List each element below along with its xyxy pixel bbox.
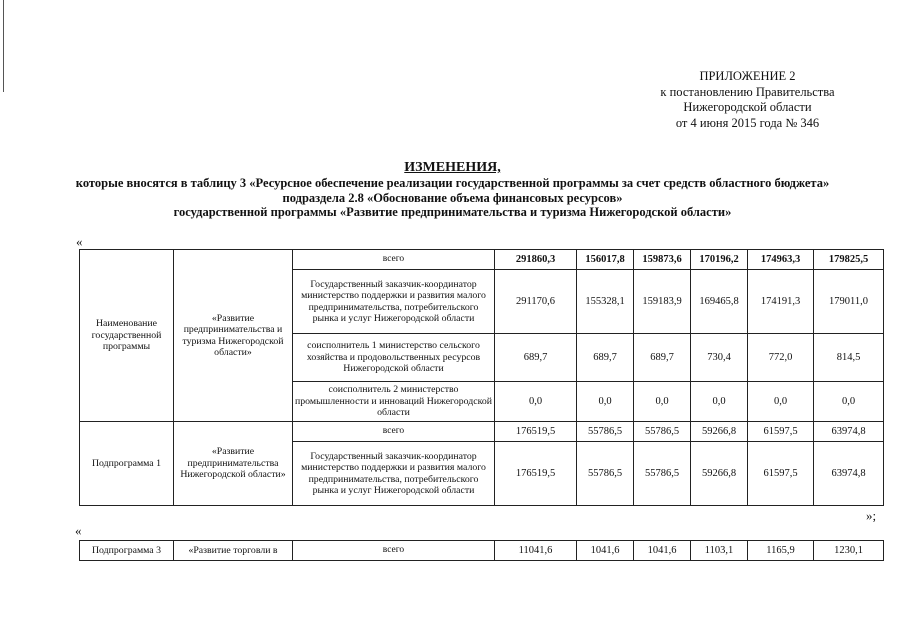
page-edge-line [3, 0, 4, 92]
value-cell: 730,4 [691, 334, 748, 382]
value-cell: 11041,6 [495, 541, 577, 561]
row-label: Государственный заказчик-координатор министерство поддержки и развития малого предпринимательства, потребительского рынка и услуг Нижегородской области [293, 270, 495, 334]
value-cell: 179825,5 [814, 250, 884, 270]
resource-table-continued [79, 540, 884, 561]
heading-line-1: которые вносятся в таблицу 3 «Ресурсное обеспечение реализации государственной программы за счет средств областного бюджета» [75, 176, 830, 190]
value-cell: 61597,5 [748, 422, 814, 442]
row-label: соисполнитель 2 министерство промышленности и инноваций Нижегородской области [293, 382, 495, 422]
heading-line-3: государственной программы «Развитие предпринимательства и туризма Нижегородской области» [173, 205, 732, 219]
row-label: всего [293, 541, 495, 561]
close-quote-mark: »; [866, 508, 877, 523]
value-cell: 55786,5 [577, 442, 634, 506]
subprogram-title-cell: «Развитие торговли в [174, 541, 293, 561]
value-cell: 291170,6 [495, 270, 577, 334]
value-cell: 0,0 [577, 382, 634, 422]
row-label: всего [293, 250, 495, 270]
value-cell: 689,7 [495, 334, 577, 382]
table-row [80, 541, 884, 561]
value-cell: 176519,5 [495, 442, 577, 506]
value-cell: 63974,8 [814, 422, 884, 442]
heading-line-2: подраздела 2.8 «Обоснование объема финансовых ресурсов» [282, 190, 623, 205]
value-cell: 772,0 [748, 334, 814, 382]
value-cell: 0,0 [634, 382, 691, 422]
value-cell: 155328,1 [577, 270, 634, 334]
value-cell: 55786,5 [577, 422, 634, 442]
value-cell: 156017,8 [577, 250, 634, 270]
heading-title: ИЗМЕНЕНИЯ, [404, 160, 501, 175]
value-cell: 0,0 [814, 382, 884, 422]
value-cell: 63974,8 [814, 442, 884, 506]
value-cell: 159873,6 [634, 250, 691, 270]
appendix-line-1: ПРИЛОЖЕНИЕ 2 [699, 69, 796, 83]
program-name-cell: Наименование государственной программы [80, 250, 174, 422]
value-cell: 159183,9 [634, 270, 691, 334]
value-cell: 1230,1 [814, 541, 884, 561]
appendix-line-2: к постановлению Правительства [660, 84, 835, 99]
subprogram-title-cell: «Развитие предпринимательства Нижегородской области» [174, 422, 293, 506]
value-cell: 59266,8 [691, 422, 748, 442]
value-cell: 174963,3 [748, 250, 814, 270]
value-cell: 179011,0 [814, 270, 884, 334]
subprogram-name-cell: Подпрограмма 3 [80, 541, 174, 561]
appendix-line-4: от 4 июня 2015 года № 346 [675, 115, 820, 130]
resource-table [79, 249, 884, 506]
value-cell: 1103,1 [691, 541, 748, 561]
row-label: Государственный заказчик-координатор министерство поддержки и развития малого предпринимательства, потребительского рынка и услуг Нижегородской области [293, 442, 495, 506]
value-cell: 1165,9 [748, 541, 814, 561]
row-label: соисполнитель 1 министерство сельского хозяйства и продовольственных ресурсов Нижегородской области [293, 334, 495, 382]
value-cell: 689,7 [577, 334, 634, 382]
value-cell: 169465,8 [691, 270, 748, 334]
value-cell: 0,0 [495, 382, 577, 422]
value-cell: 59266,8 [691, 442, 748, 506]
row-label: всего [293, 422, 495, 442]
open-quote-mark: « [76, 234, 83, 249]
value-cell: 174191,3 [748, 270, 814, 334]
value-cell: 55786,5 [634, 442, 691, 506]
value-cell: 689,7 [634, 334, 691, 382]
open-quote-mark: « [75, 523, 82, 538]
value-cell: 55786,5 [634, 422, 691, 442]
value-cell: 1041,6 [577, 541, 634, 561]
table-row [80, 250, 884, 270]
value-cell: 1041,6 [634, 541, 691, 561]
appendix-line-3: Нижегородской области [683, 100, 812, 114]
subprogram-name-cell: Подпрограмма 1 [80, 422, 174, 506]
value-cell: 291860,3 [495, 250, 577, 270]
value-cell: 176519,5 [495, 422, 577, 442]
value-cell: 814,5 [814, 334, 884, 382]
value-cell: 61597,5 [748, 442, 814, 506]
appendix-stamp [640, 69, 855, 131]
table-row [80, 422, 884, 442]
value-cell: 170196,2 [691, 250, 748, 270]
program-title-cell: «Развитие предпринимательства и туризма Нижегородской области» [174, 250, 293, 422]
document-heading [40, 160, 865, 220]
value-cell: 0,0 [748, 382, 814, 422]
value-cell: 0,0 [691, 382, 748, 422]
